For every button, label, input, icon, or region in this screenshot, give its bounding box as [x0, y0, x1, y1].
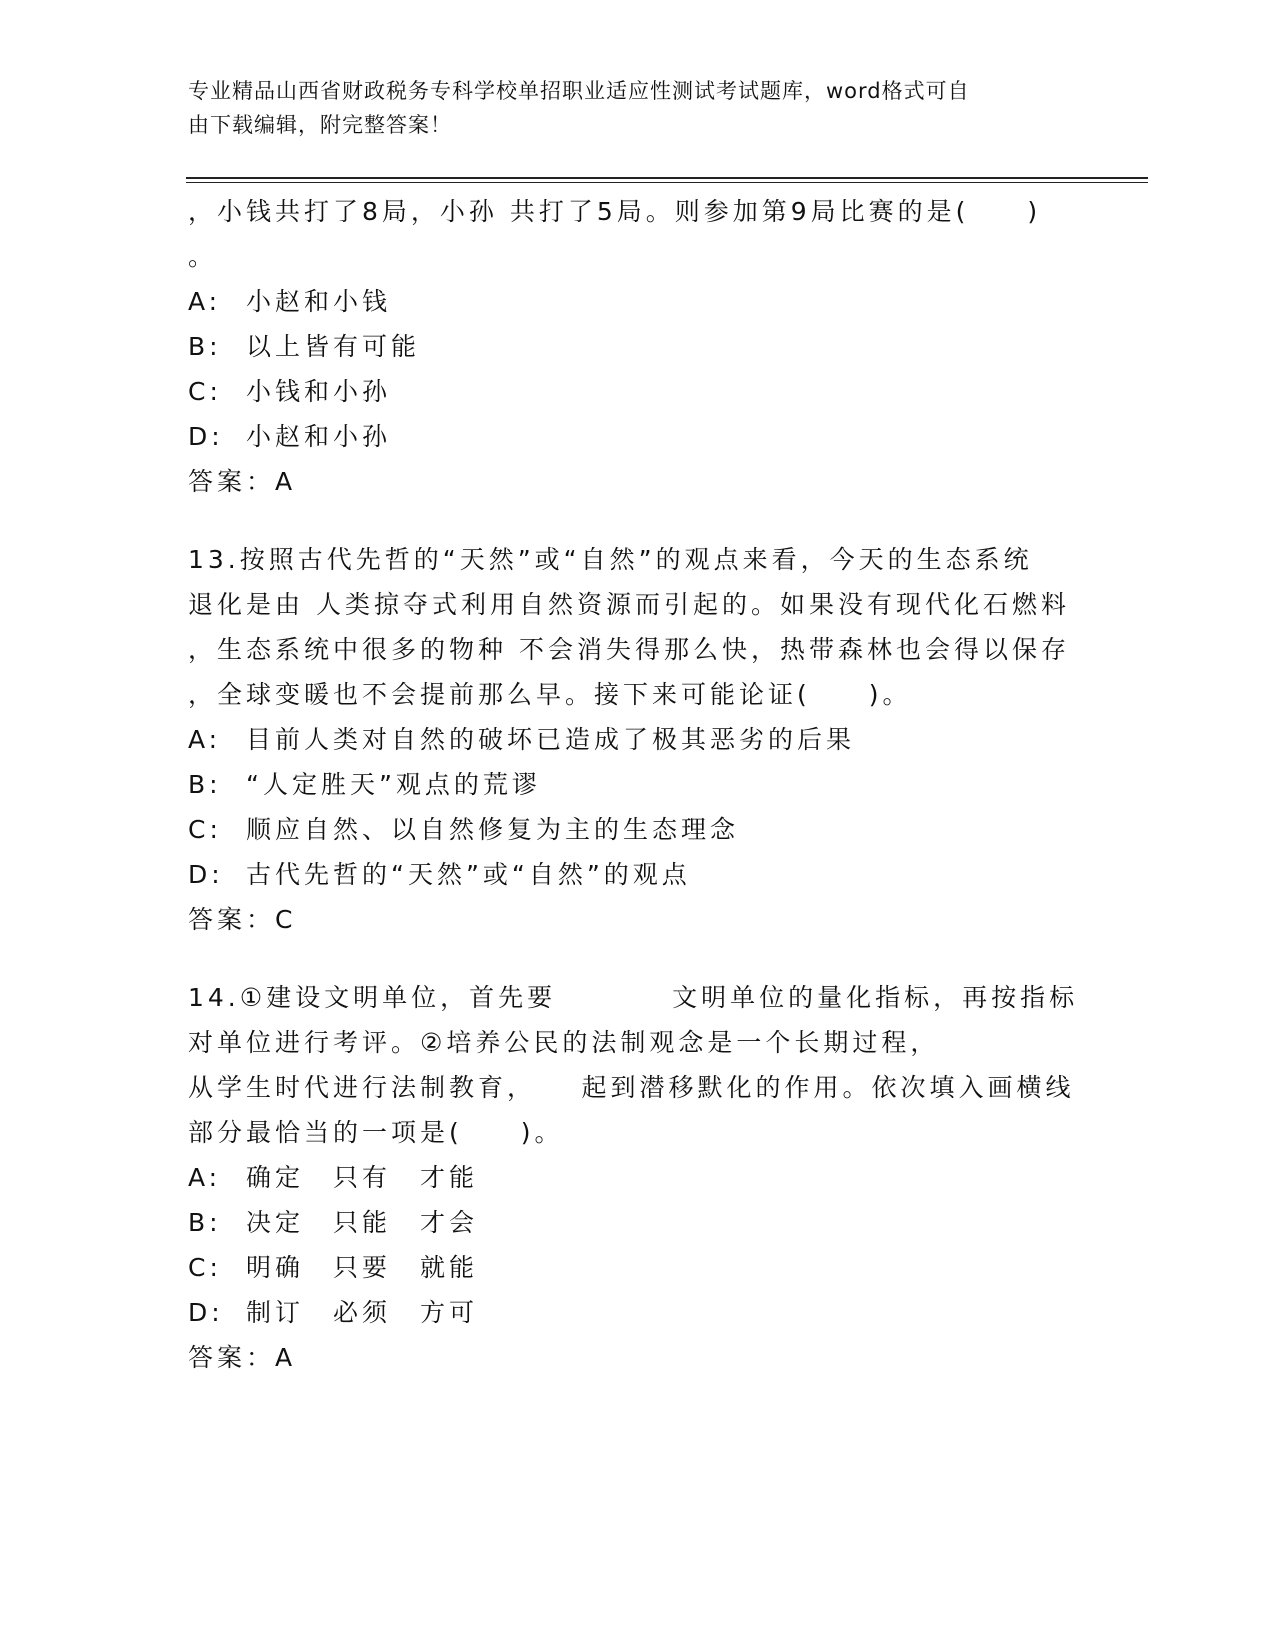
question-12 [188, 189, 1088, 504]
option-text: 小赵和小孙 [246, 422, 392, 451]
option-b [188, 1200, 1088, 1245]
option-letter: B: [188, 332, 222, 361]
option-letter: A: [188, 1163, 222, 1192]
option-text: 确定 只有 才能 [246, 1163, 479, 1192]
option-letter: A: [188, 725, 222, 754]
question-text-line: 。 [188, 242, 218, 271]
answer-line: 答案：A [188, 467, 297, 496]
question-13 [188, 537, 1088, 942]
option-text: 小赵和小钱 [246, 287, 392, 316]
question-text-line: ，小钱共打了8局，小孙 共打了5局。则参加第9局比赛的是( ) [188, 197, 1042, 226]
question-text-line: 14.①建设文明单位，首先要 文明单位的量化指标，再按指标 [188, 983, 1079, 1012]
question-text-line: ，全球变暖也不会提前那么早。接下来可能论证( )。 [188, 680, 912, 709]
question-text-line: ，生态系统中很多的物种 不会消失得那么快，热带森林也会得以保存 [188, 635, 1070, 664]
option-d [188, 1290, 1088, 1335]
header-line-1: 专业精品山西省财政税务专科学校单招职业适应性测试考试题库，word格式可自 [188, 79, 970, 103]
option-text: 顺应自然、以自然修复为主的生态理念 [246, 815, 740, 844]
header-divider-thick [186, 177, 1148, 179]
option-d [188, 414, 1088, 459]
header-line-2: 由下载编辑，附完整答案！ [188, 113, 452, 137]
option-text: 决定 只能 才会 [246, 1208, 479, 1237]
option-letter: D: [188, 860, 224, 889]
option-a [188, 717, 1088, 762]
option-letter: D: [188, 1298, 224, 1327]
answer-line: 答案：C [188, 905, 297, 934]
question-text-line: 退化是由 人类掠夺式利用自然资源而引起的。如果没有现代化石燃料 [188, 590, 1070, 619]
option-c [188, 1245, 1088, 1290]
option-text: 制订 必须 方可 [246, 1298, 479, 1327]
option-text: 以上皆有可能 [246, 332, 421, 361]
question-text-line: 部分最恰当的一项是( )。 [188, 1118, 564, 1147]
option-letter: C: [188, 1253, 222, 1282]
option-d [188, 852, 1088, 897]
option-letter: C: [188, 377, 222, 406]
question-14 [188, 975, 1088, 1380]
document-header [188, 74, 1068, 142]
option-letter: B: [188, 770, 222, 799]
option-text: 小钱和小孙 [246, 377, 392, 406]
option-b [188, 762, 1088, 807]
option-c [188, 807, 1088, 852]
option-text: 古代先哲的“天然”或“自然”的观点 [246, 860, 691, 889]
answer-line: 答案：A [188, 1343, 297, 1372]
option-a [188, 279, 1088, 324]
option-b [188, 324, 1088, 369]
question-text-line: 从学生时代进行法制教育， 起到潜移默化的作用。依次填入画横线 [188, 1073, 1075, 1102]
option-text: 目前人类对自然的破坏已造成了极其恶劣的后果 [246, 725, 856, 754]
option-text: 明确 只要 就能 [246, 1253, 479, 1282]
option-letter: B: [188, 1208, 222, 1237]
option-letter: D: [188, 422, 224, 451]
question-text-line: 对单位进行考评。②培养公民的法制观念是一个长期过程， [188, 1028, 940, 1057]
option-c [188, 369, 1088, 414]
option-a [188, 1155, 1088, 1200]
option-text: “人定胜天”观点的荒谬 [246, 770, 541, 799]
header-divider-thin [186, 182, 1148, 183]
option-letter: A: [188, 287, 222, 316]
document-body [188, 189, 1088, 1380]
option-letter: C: [188, 815, 222, 844]
question-text-line: 13.按照古代先哲的“天然”或“自然”的观点来看，今天的生态系统 [188, 545, 1033, 574]
